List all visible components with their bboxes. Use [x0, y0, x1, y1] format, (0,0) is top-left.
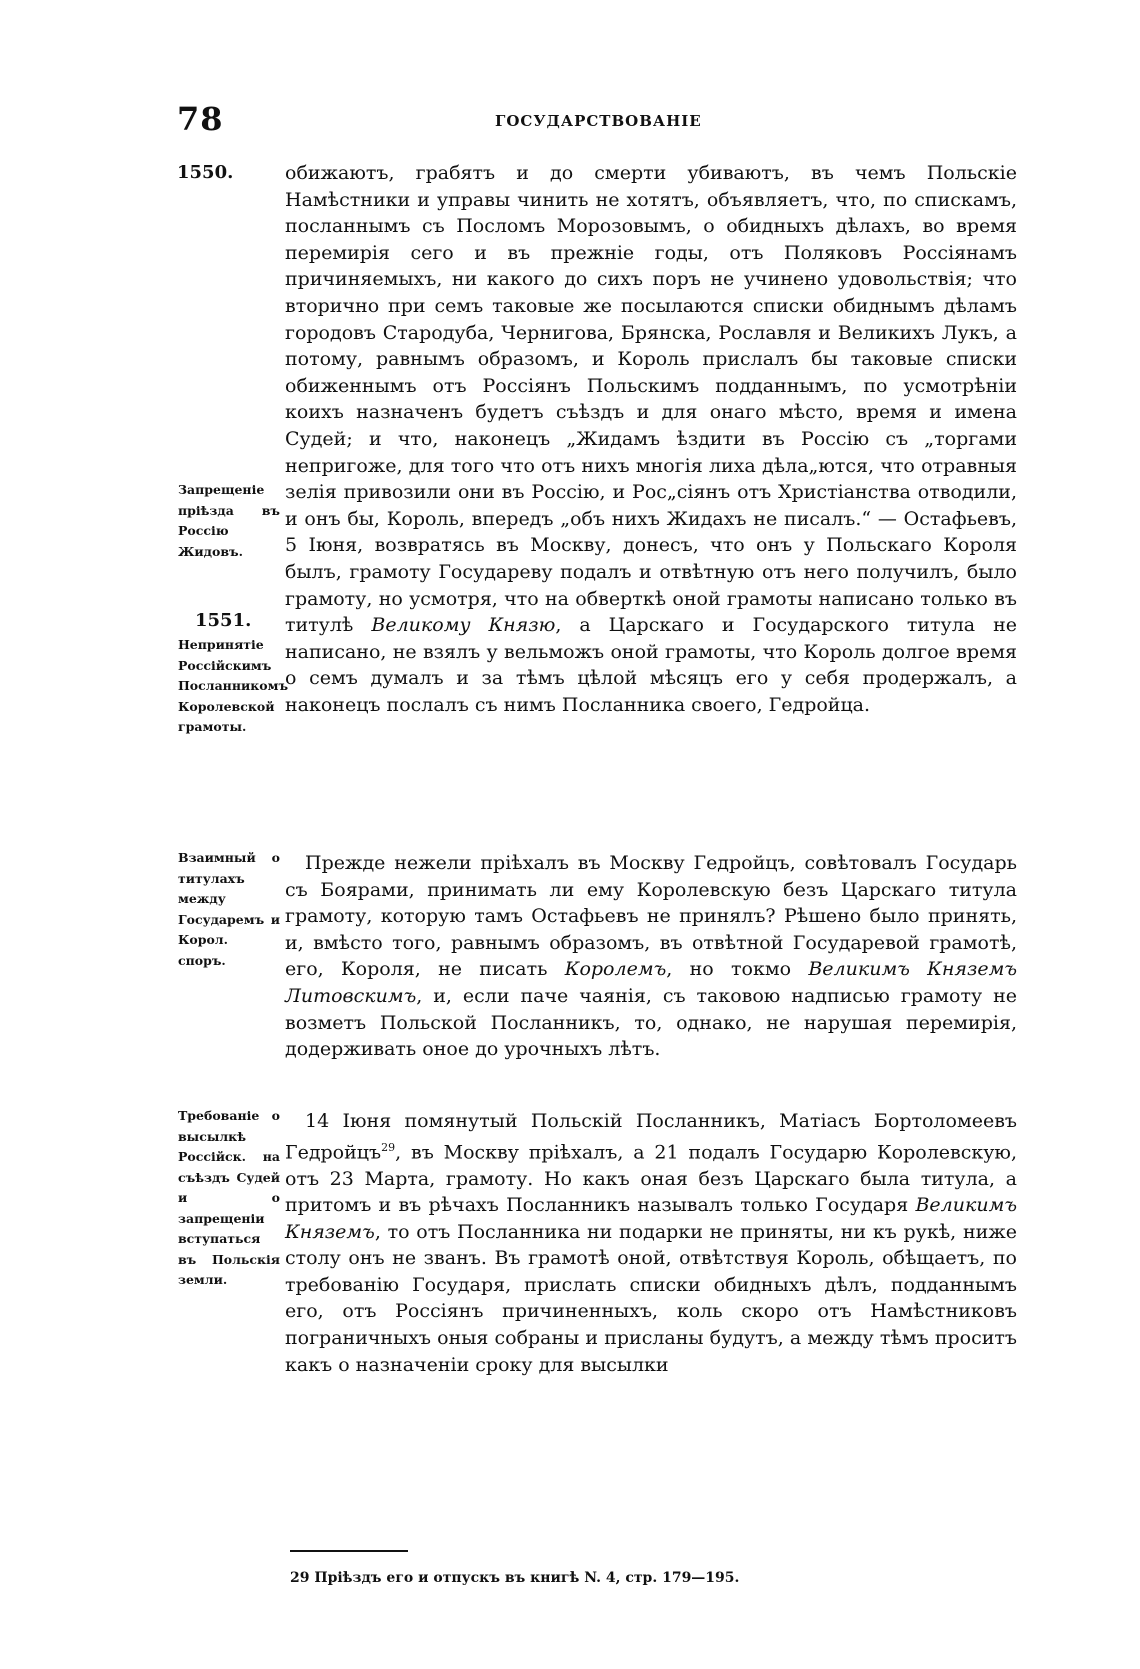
paragraph-2 — [285, 850, 1017, 1063]
paragraph-1-tail: , а Царскаго и Государского титула не написано, не взялъ у вельможъ оной грамоты, что Король долгое время о семъ думалъ и за тѣмъ цѣлой мѣсяцъ его у себя продержалъ, а наконецъ послалъ съ нимъ Посланника своего, Гедройца. — [285, 614, 1017, 716]
running-head: ГОСУДАРСТВОВАНІЕ — [495, 112, 702, 130]
paragraph-1-text: обижаютъ, грабятъ и до смерти убиваютъ, въ чемъ Польскіе Намѣстники и управы чинить не хотятъ, объявляетъ, что, по спискамъ, посланнымъ съ Посломъ Морозовымъ, о обидныхъ дѣлахъ, во время перемирія сего и въ прежніе годы, отъ Поляковъ Россіянамъ причиняемыхъ, ни какого до сихъ поръ не учинено удовольствія; что вторично при семъ таковые же посылаются списки обиднымъ дѣламъ городовъ Стародуба, Чернигова, Брянска, Рославля и Великихъ Лукъ, а потому, равнымъ образомъ, и Король прислалъ бы таковые списки обиженнымъ отъ Россіянъ Польскимъ подданнымъ, по усмотрѣніи коихъ назначенъ будетъ съѣздъ и для онаго мѣсто, время и имена Судей; и что, наконецъ „Жидамъ ѣздити въ Россію съ „торгами непригоже, для того что отъ нихъ многія лиха дѣла„ются, что отравныя зелія привозили они въ Россію, и Рос„сіянъ отъ Христіанства отводили, и онъ бы, Король, впередъ „объ нихъ Жидахъ не писалъ.“ — Остафьевъ, 5 Іюня, возвратясь въ Москву, донесъ, что онъ у Польскаго Короля былъ, грамоту Государеву подалъ и отвѣтную отъ него получилъ, было грамоту, но усмотря, что на обверткѣ оной грамоты написано только въ титулѣ — [285, 162, 1017, 637]
paragraph-2-tail: , и, если паче чаянія, съ таковою надписью грамоту не возметъ Польской Посланникъ, то, однако, не нарушая перемирія, додерживать оное до урочныхъ лѣтъ. — [285, 984, 1017, 1061]
paragraph-3-italic: Великимъ Княземъ — [285, 1194, 1018, 1243]
paragraph-2-italic-2: Великимъ Княземъ Литовскимъ — [285, 958, 1017, 1007]
paragraph-3-tail: , то отъ Посланника ни подарки не приняты, ни къ рукѣ, ниже столу онъ не званъ. Въ грамотѣ оной, отвѣтствуя Король, обѣщаетъ, по требованію Государя, прислать списки обидныхъ дѣлъ, подданнымъ его, отъ Россіянъ причиненныхъ, коль скоро отъ Намѣстниковъ пограничныхъ оныя собраны и присланы будутъ, а между тѣмъ проситъ какъ о назначеніи сроку для высылки — [285, 1220, 1017, 1376]
paragraph-3 — [285, 1108, 1017, 1378]
page-number: 78 — [177, 100, 224, 138]
margin-note-2: Непринятіе Россійскимъ Посланникомъ Королевской грамоты. — [178, 637, 289, 734]
year-marker-1550: 1550. — [177, 162, 234, 183]
paragraph-2-italic-1: Королемъ — [564, 958, 667, 981]
paragraph-3-text: 14 Іюня помянутый Польскій Посланникъ, Матіасъ Бортоломеевъ Гедройцъ — [285, 1110, 1017, 1163]
paragraph-1 — [285, 160, 1017, 718]
footnote: 29 Пріѣздъ его и отпускъ въ книгѣ N. 4, стр. 179—195. — [290, 1570, 740, 1586]
footnote-ref: 29 — [381, 1140, 396, 1154]
footnote-rule — [290, 1550, 408, 1552]
paragraph-2-mid: , но токмо — [666, 958, 792, 981]
year-marker-1551: 1551. — [195, 610, 252, 631]
paragraph-3-mid: , въ Москву пріѣхалъ, а 21 подалъ Государю Королевскую, отъ 23 Марта, грамоту. Но какъ оная безъ Царскаго была титула, а притомъ и въ рѣчахъ Посланникъ называлъ только Государя — [285, 1140, 1017, 1217]
margin-note-1: Запрещеніе пріѣзда въ Россію Жидовъ. — [178, 482, 280, 559]
paragraph-2-text: Прежде нежели пріѣхалъ въ Москву Гедройцъ, совѣтовалъ Государь съ Боярами, принимать ли ему Королевскую безъ Царскаго титула грамоту, которую тамъ Остафьевъ не принялъ? Рѣшено было принять, и, вмѣсто того, равнымъ образомъ, въ отвѣтной Государевой грамотѣ, его, Короля, не писать — [285, 852, 1017, 981]
margin-note-4: Требованіе о высылкѣ Россійск. на съѣздъ Судей и о запрещеніи вступаться въ Польскія земли. — [178, 1108, 280, 1287]
paragraph-1-italic: Великому Князю — [371, 614, 556, 637]
margin-note-3: Взаимный о титулахъ между Государемъ и Корол. споръ. — [178, 850, 280, 968]
